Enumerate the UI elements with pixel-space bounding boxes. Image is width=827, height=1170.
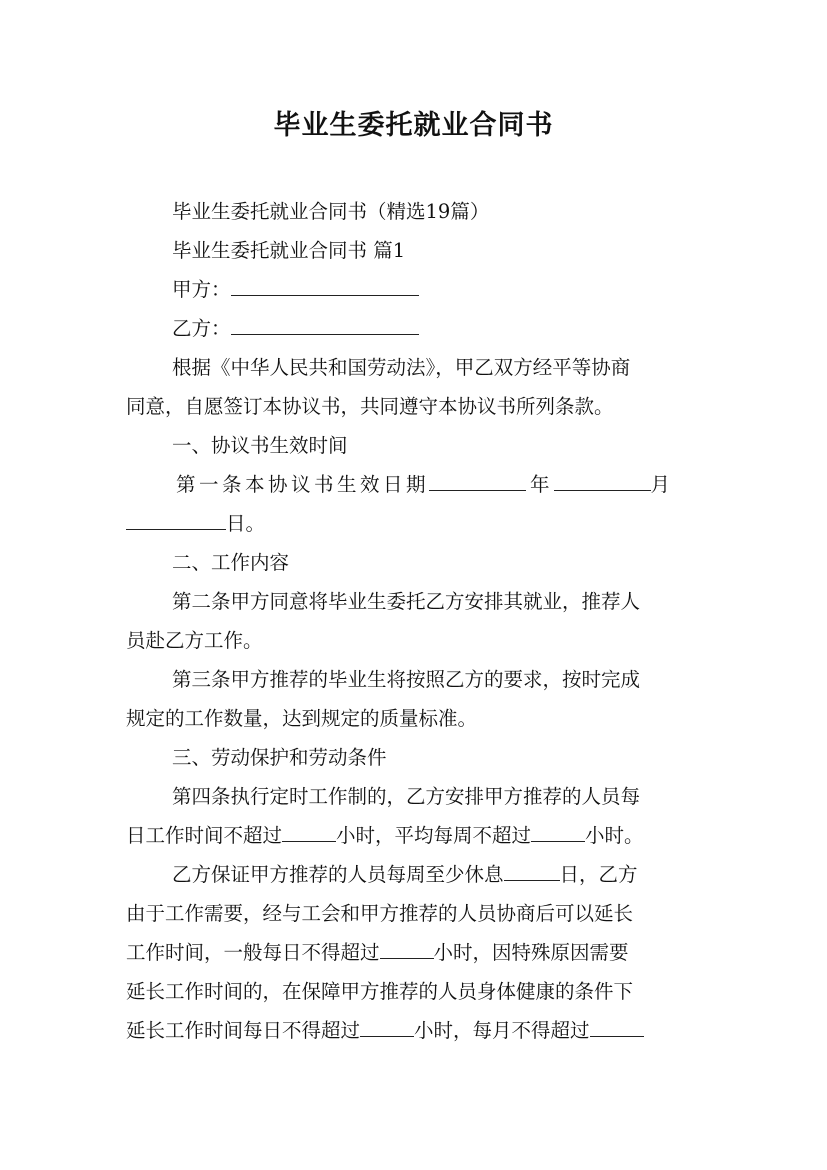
para-5-line-2: 由于工作需要，经与工会和甲方推荐的人员协商后可以延长 bbox=[126, 902, 634, 925]
year-label: 年 bbox=[530, 473, 550, 496]
article-1-line-1 bbox=[176, 472, 700, 498]
party-b-label: 乙方： bbox=[172, 317, 231, 340]
para-5-text-3: 工作时间，一般每日不得超过 bbox=[126, 941, 380, 964]
weekly-hours-blank bbox=[531, 823, 585, 842]
para-5-text-6: 小时，每月不得超过 bbox=[414, 1019, 590, 1042]
para-5-line-5 bbox=[126, 1018, 706, 1044]
para-5-text-4: 小时，因特殊原因需要 bbox=[433, 941, 629, 964]
article-3-line-1: 第三条甲方推荐的毕业生将按照乙方的要求，按时完成 bbox=[172, 668, 641, 691]
article-4-line-1: 第四条执行定时工作制的，乙方安排甲方推荐的人员每 bbox=[172, 785, 641, 808]
daily-hours-blank bbox=[282, 823, 336, 842]
doc-subtitle: 毕业生委托就业合同书（精选19篇） bbox=[172, 200, 490, 223]
rest-days-blank bbox=[504, 862, 560, 881]
article-1-text: 第一条本协议书生效日期 bbox=[176, 473, 430, 496]
section-3-heading: 三、劳动保护和劳动条件 bbox=[172, 746, 387, 769]
overtime-hours-blank bbox=[380, 940, 434, 959]
year-blank bbox=[429, 472, 526, 491]
doc-heading: 毕业生委托就业合同书 篇1 bbox=[172, 239, 406, 262]
party-b-blank bbox=[231, 316, 419, 335]
article-2-line-1: 第二条甲方同意将毕业生委托乙方安排其就业，推荐人 bbox=[172, 590, 641, 613]
para-1-line-1: 根据《中华人民共和国劳动法》，甲乙双方经平等协商 bbox=[172, 356, 631, 379]
month-label: 月 bbox=[650, 473, 671, 496]
month-blank bbox=[554, 472, 651, 491]
para-5-text-1: 乙方保证甲方推荐的人员每周至少休息 bbox=[172, 863, 504, 886]
article-3-line-2: 规定的工作数量，达到规定的质量标准。 bbox=[126, 707, 478, 730]
article-1-line-2 bbox=[126, 511, 706, 537]
party-a-label: 甲方： bbox=[172, 278, 231, 301]
party-a-line bbox=[172, 277, 706, 303]
article-4-text-2: 小时，平均每周不超过 bbox=[336, 824, 532, 847]
para-1-line-2: 同意，自愿签订本协议书，共同遵守本协议书所列条款。 bbox=[126, 395, 614, 418]
para-5-line-4: 延长工作时间的，在保障甲方推荐的人员身体健康的条件下 bbox=[126, 980, 634, 1003]
para-5-text-5: 延长工作时间每日不得超过 bbox=[126, 1019, 361, 1042]
para-5-line-3 bbox=[126, 940, 706, 966]
section-1-heading: 一、协议书生效时间 bbox=[172, 434, 348, 457]
section-2-heading: 二、工作内容 bbox=[172, 551, 290, 574]
para-5-line-1 bbox=[172, 862, 706, 888]
article-4-text-3: 小时。 bbox=[585, 824, 644, 847]
article-4-text-1: 日工作时间不超过 bbox=[126, 824, 283, 847]
para-5-text-2: 日，乙方 bbox=[559, 863, 638, 886]
article-4-line-2 bbox=[126, 823, 706, 849]
day-label: 日。 bbox=[226, 512, 266, 535]
daily-overtime-blank bbox=[360, 1018, 414, 1037]
monthly-overtime-blank bbox=[590, 1018, 644, 1037]
day-blank bbox=[126, 511, 226, 530]
article-2-line-2: 员赴乙方工作。 bbox=[126, 629, 263, 652]
party-a-blank bbox=[231, 277, 419, 296]
party-b-line bbox=[172, 316, 706, 342]
document-title: 毕业生委托就业合同书 bbox=[273, 110, 554, 141]
